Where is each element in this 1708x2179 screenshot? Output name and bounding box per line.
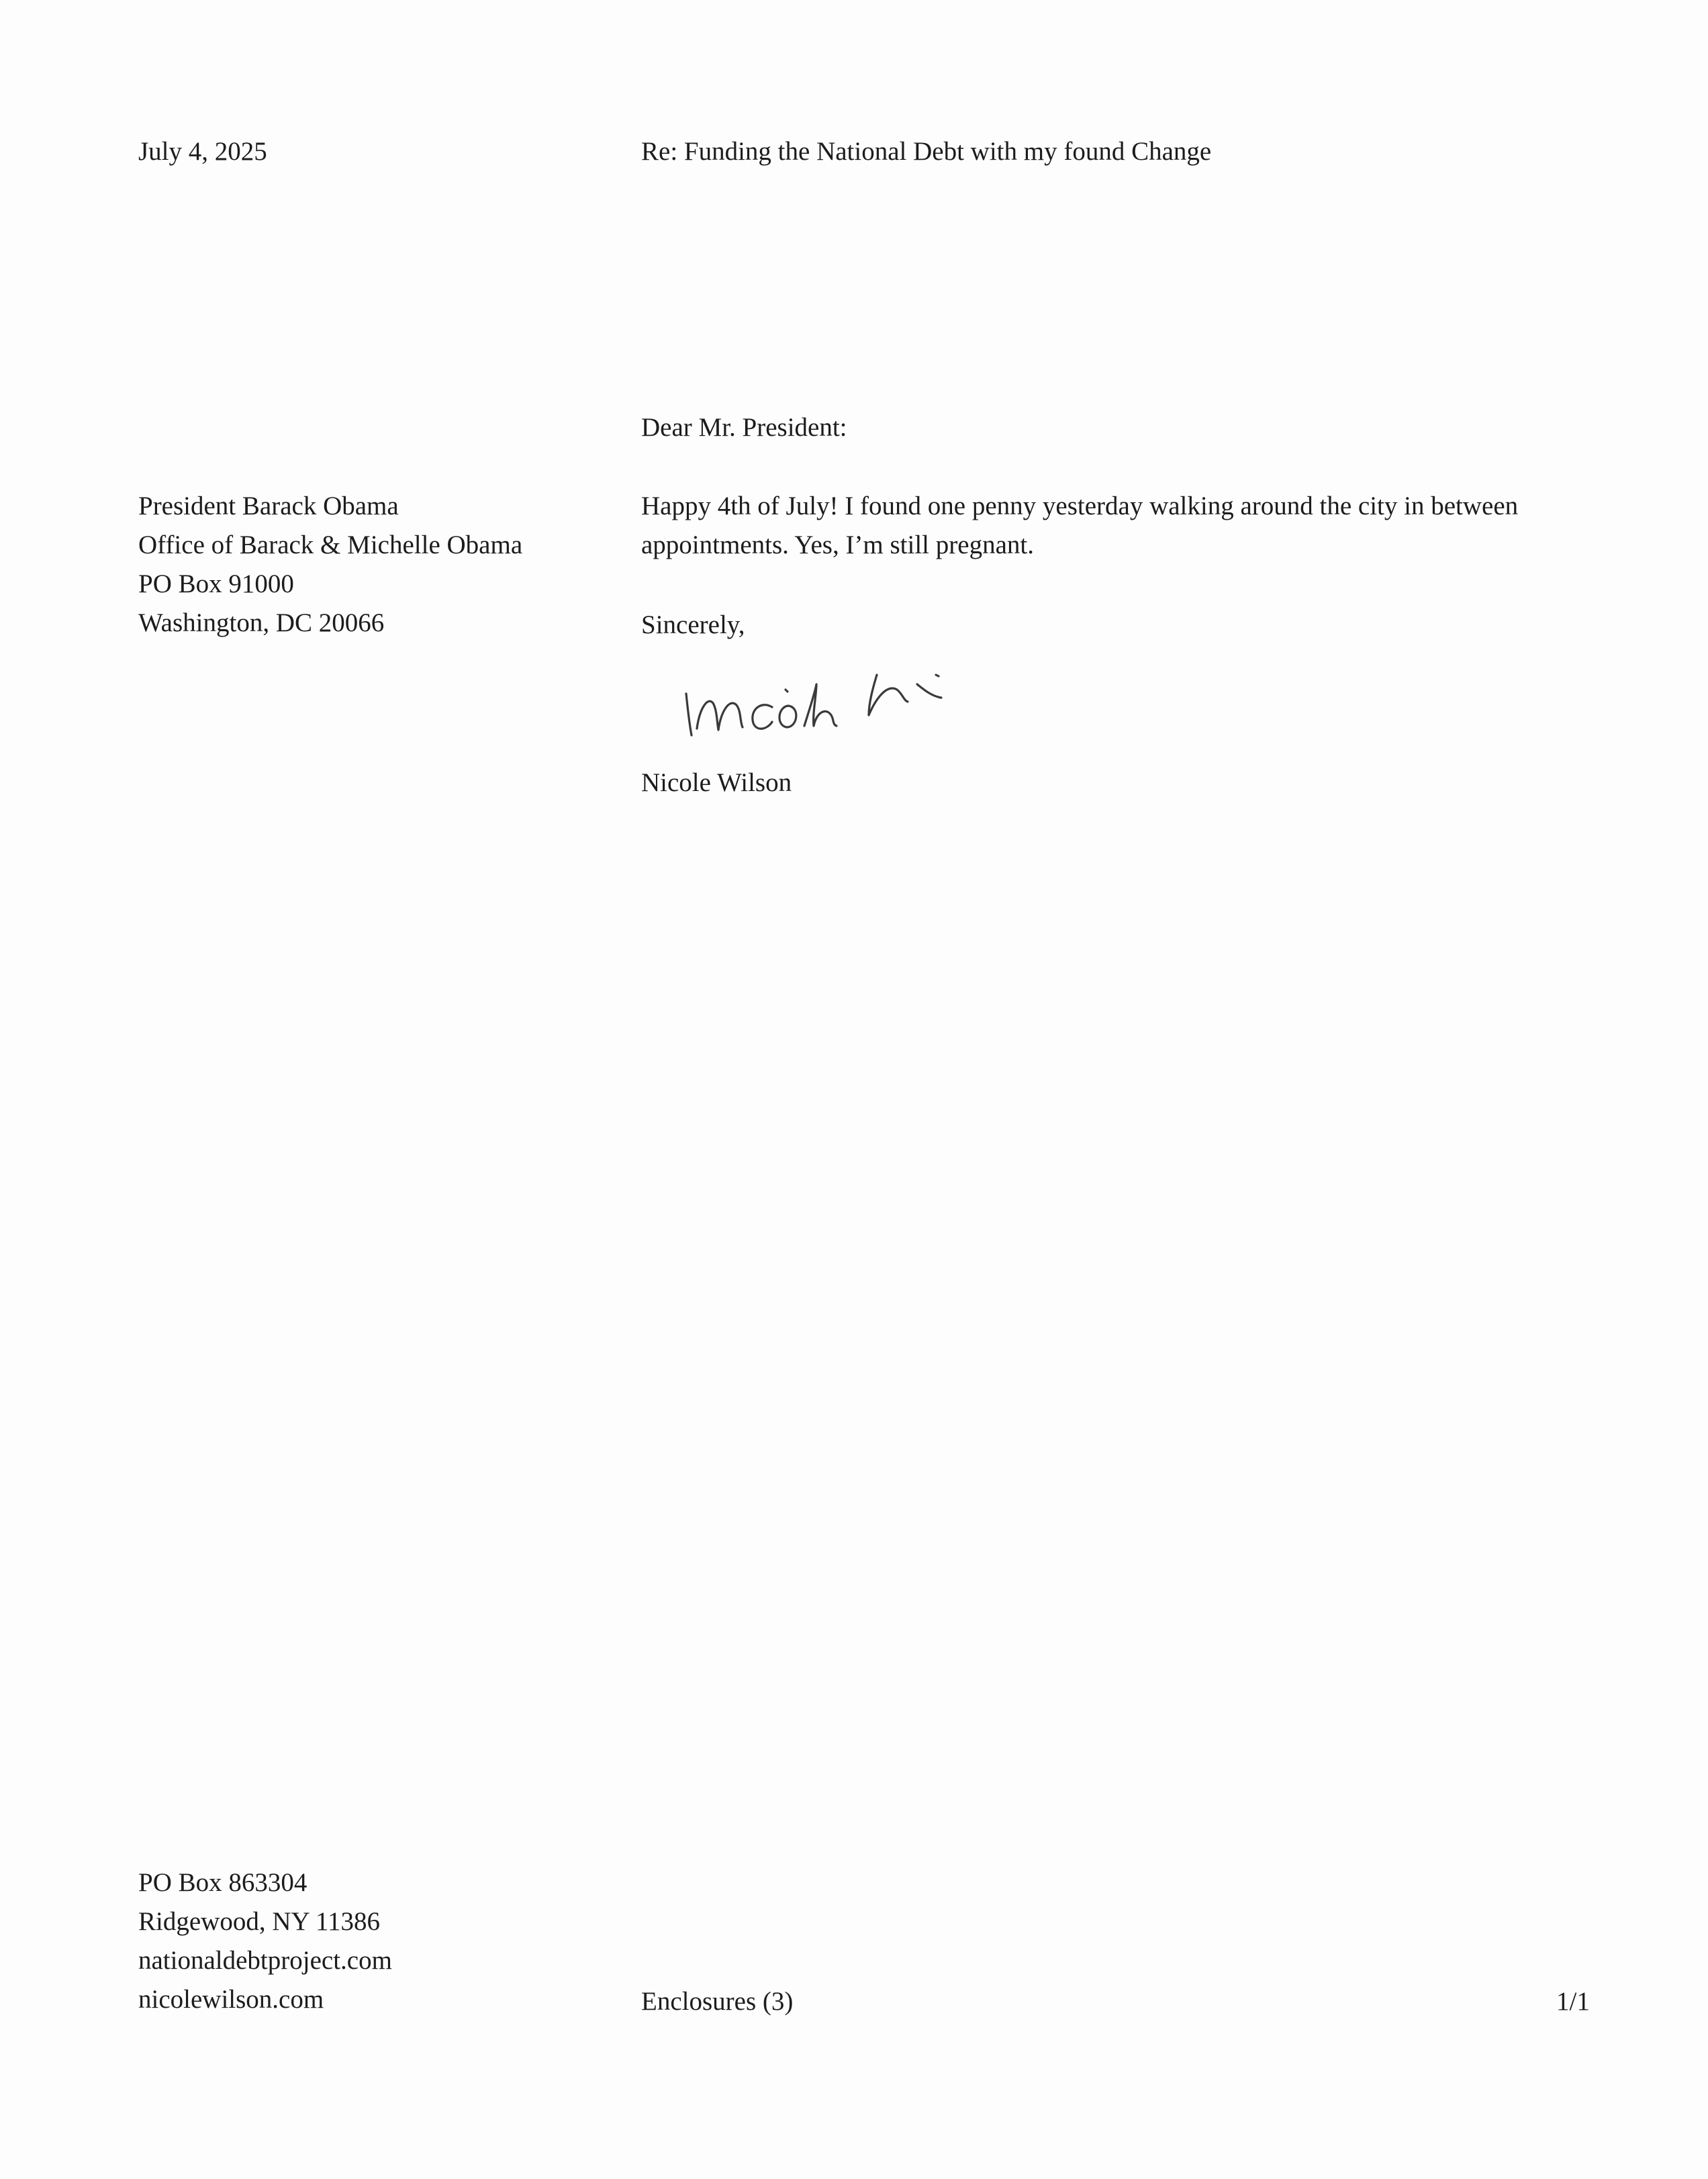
salutation: Dear Mr. President: bbox=[641, 413, 847, 442]
recipient-po-box: PO Box 91000 bbox=[138, 569, 294, 598]
letter-body bbox=[641, 487, 1518, 565]
recipient-city: Washington, DC 20066 bbox=[138, 608, 385, 637]
letter-date: July 4, 2025 bbox=[138, 137, 267, 166]
closing: Sincerely, bbox=[641, 610, 745, 639]
sender-website-link[interactable]: nicolewilson.com bbox=[138, 1985, 324, 2014]
sender-city: Ridgewood, NY 11386 bbox=[138, 1907, 381, 1936]
body-line: appointments. Yes, I’m still pregnant. bbox=[641, 530, 1034, 559]
recipient-name: President Barack Obama bbox=[138, 492, 399, 520]
page-number: 1/1 bbox=[1556, 1987, 1590, 2016]
sender-address bbox=[138, 1863, 392, 2019]
body-line: Happy 4th of July! I found one penny yesterday walking around the city in between bbox=[641, 492, 1519, 520]
letter-subject: Re: Funding the National Debt with my found Change bbox=[641, 137, 1212, 166]
sender-po-box: PO Box 863304 bbox=[138, 1868, 307, 1897]
recipient-office: Office of Barack & Michelle Obama bbox=[138, 530, 523, 559]
sender-website-link[interactable]: nationaldebtproject.com bbox=[138, 1946, 392, 1975]
sender-name: Nicole Wilson bbox=[641, 768, 792, 797]
enclosures-note: Enclosures (3) bbox=[641, 1987, 794, 2016]
recipient-address bbox=[138, 487, 522, 643]
handwritten-signature bbox=[678, 628, 987, 742]
